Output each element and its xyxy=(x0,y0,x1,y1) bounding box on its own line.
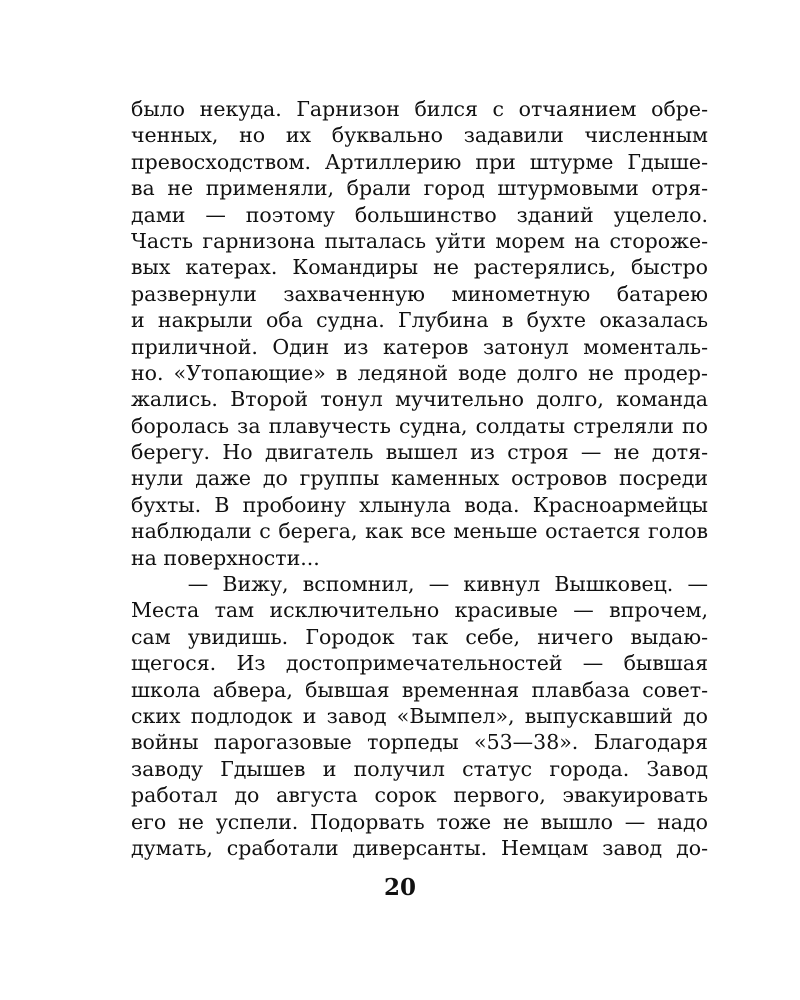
text-line: Места там исключительно красивые — впрочем, xyxy=(131,598,708,623)
text-line: вых катерах. Командиры не растерялись, быстро xyxy=(131,255,708,280)
text-line: бухты. В пробоину хлынула вода. Красноармейцы xyxy=(131,492,708,517)
text-line: его не успели. Подорвать тоже не вышло — надо xyxy=(131,809,708,834)
text-line: дами — поэтому большинство зданий уцелело. xyxy=(131,202,708,227)
text-line: Часть гарнизона пыталась уйти морем на стороже- xyxy=(131,228,708,253)
paragraph-end-line: на поверхности... xyxy=(131,545,320,570)
text-line: превосходством. Артиллерию при штурме Гдыше- xyxy=(131,149,708,174)
text-line: работал до августа сорок первого, эвакуировать xyxy=(131,783,708,808)
text-line: ва не применяли, брали город штурмовыми отря- xyxy=(131,176,708,201)
text-line: приличной. Один из катеров затонул моменталь- xyxy=(131,334,708,359)
text-line: жались. Второй тонул мучительно долго, команда xyxy=(131,387,708,412)
text-line: войны парогазовые торпеды «53—38». Благодаря xyxy=(131,730,708,755)
text-line: сам увидишь. Городок так себе, ничего выдаю- xyxy=(131,624,708,649)
text-line: но. «Утопающие» в ледяной воде долго не продер- xyxy=(131,360,708,385)
text-line: заводу Гдышев и получил статус города. Завод xyxy=(131,756,708,781)
text-line: думать, сработали диверсанты. Немцам завод до- xyxy=(131,835,708,860)
text-line: щегося. Из достопримечательностей — бывшая xyxy=(131,651,708,676)
body-text xyxy=(131,96,708,861)
text-line: берегу. Но двигатель вышел из строя — не дотя- xyxy=(131,440,708,465)
paragraph-start-line: — Вижу, вспомнил, — кивнул Вышковец. — xyxy=(131,572,708,597)
text-line: нули даже до группы каменных островов посреди xyxy=(131,466,708,491)
page-number: 20 xyxy=(383,874,416,901)
text-line: и накрыли оба судна. Глубина в бухте оказалась xyxy=(131,308,708,333)
text-line: ченных, но их буквально задавили численным xyxy=(131,123,708,148)
text-line: школа абвера, бывшая временная плавбаза совет- xyxy=(131,677,708,702)
text-line: было некуда. Гарнизон бился с отчаянием обре- xyxy=(131,97,708,121)
text-line: боролась за плавучесть судна, солдаты стреляли по xyxy=(131,413,708,438)
text-line: ских подлодок и завод «Вымпел», выпускавший до xyxy=(131,703,708,728)
text-line: наблюдали с берега, как все меньше остается голов xyxy=(131,519,708,544)
text-line: развернули захваченную минометную батарею xyxy=(131,281,708,306)
